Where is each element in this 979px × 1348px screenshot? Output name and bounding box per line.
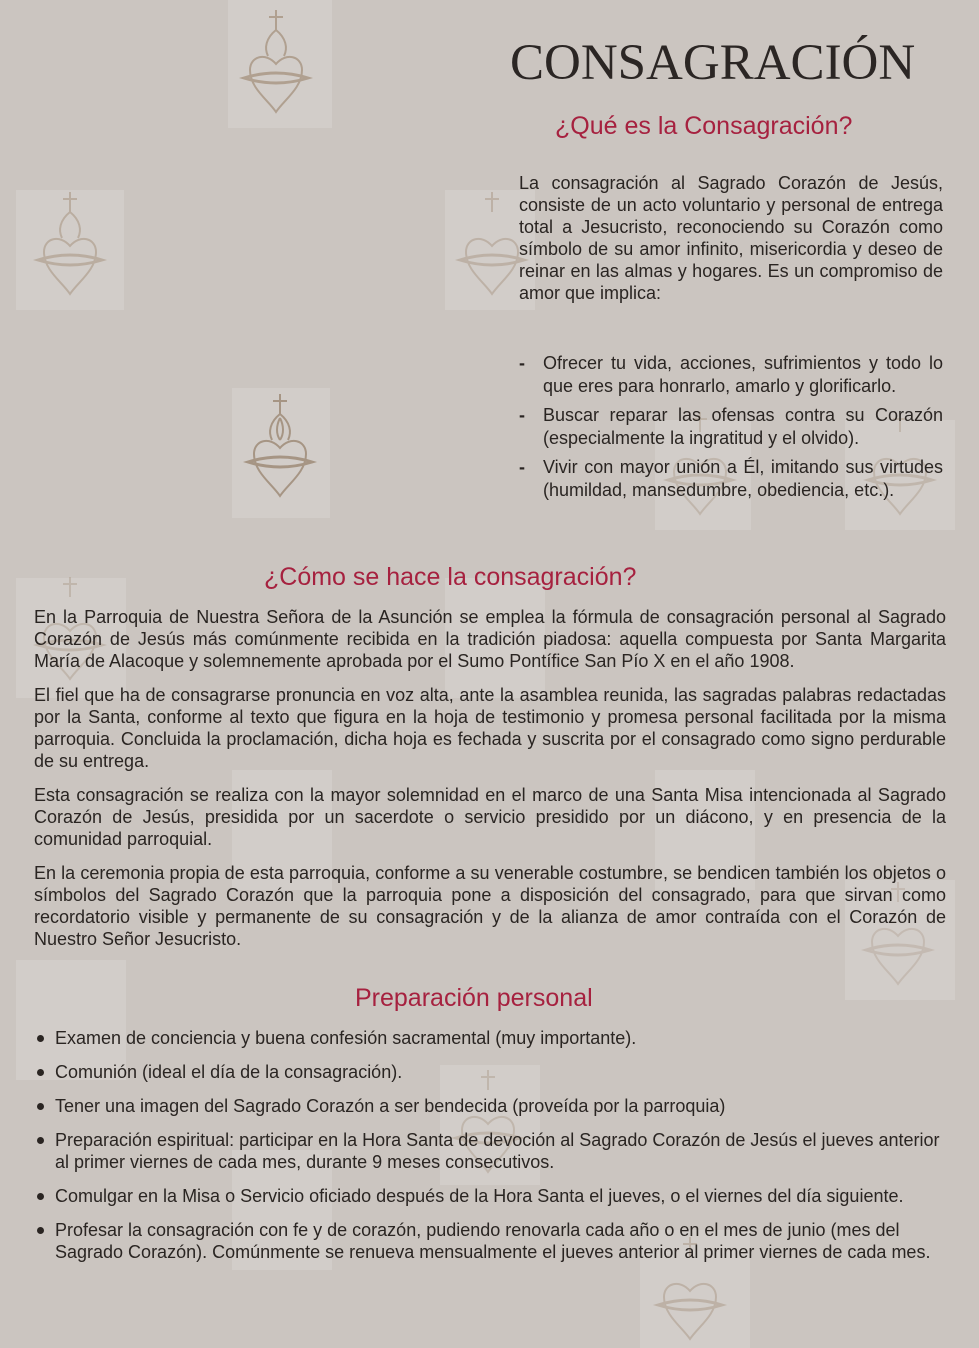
preparation-list bbox=[34, 1027, 946, 1275]
bullet-icon bbox=[37, 1069, 44, 1076]
list-item: - Vivir con mayor unión a Él, imitando sus virtudes (humildad, mansedumbre, obediencia, etc.). bbox=[519, 457, 943, 500]
list-item: - Buscar reparar las ofensas contra su Corazón (especialmente la ingratitud y el olvido). bbox=[519, 405, 943, 448]
bullet-icon bbox=[37, 1035, 44, 1042]
bullet-icon bbox=[37, 1137, 44, 1144]
paragraph: Esta consagración se realiza con la mayor solemnidad en el marco de una Santa Misa intencionada al Sagrado Corazón de Jesús, presidida por un sacerdote o servicio presidido por un diácono, y en presencia de la comunidad parroquial. bbox=[34, 785, 946, 849]
bullet-icon bbox=[37, 1193, 44, 1200]
bullet-icon bbox=[37, 1227, 44, 1234]
list-item: Comulgar en la Misa o Servicio oficiado después de la Hora Santa el jueves, o el viernes del día siguiente. bbox=[34, 1185, 946, 1207]
how-section-body bbox=[34, 606, 946, 962]
list-item: Examen de conciencia y buena confesión sacramental (muy importante). bbox=[34, 1027, 946, 1049]
list-item: Tener una imagen del Sagrado Corazón a ser bendecida (proveída por la parroquia) bbox=[34, 1095, 946, 1117]
section-heading-how: ¿Cómo se hace la consagración? bbox=[264, 563, 637, 591]
implications-list bbox=[519, 352, 943, 508]
paragraph: En la ceremonia propia de esta parroquia, conforme a su venerable costumbre, se bendicen también los objetos o símbolos del Sagrado Corazón que la parroquia pone a disposición del consagrado, para que sirvan como recordatorio visible y permanente de su consagración y de la alianza de amor contraída con el Corazón de Nuestro Señor Jesucristo. bbox=[34, 863, 946, 949]
list-item: - Ofrecer tu vida, acciones, sufrimientos y todo lo que eres para honrarlo, amarlo y glorificarlo. bbox=[519, 353, 943, 396]
intro-paragraph: La consagración al Sagrado Corazón de Jesús, consiste de un acto voluntario y personal de entrega total a Jesucristo, reconociendo su Corazón como símbolo de su amor infinito, misericordia y deseo de reinar en las almas y hogares. Es un compromiso de amor que implica: bbox=[519, 173, 943, 303]
paragraph: El fiel que ha de consagrarse pronuncia en voz alta, ante la asamblea reunida, las sagradas palabras redactadas por la Santa, conforme al texto que figura en la hoja de testimonio y promesa personal facilitada por la misma parroquia. Concluida la proclamación, dicha hoja es fechada y suscrita por el consagrado como signo perdurable de su entrega. bbox=[34, 685, 946, 771]
page-title: CONSAGRACIÓN bbox=[510, 35, 916, 91]
list-item: Comunión (ideal el día de la consagración). bbox=[34, 1061, 946, 1083]
section-heading-preparation: Preparación personal bbox=[355, 984, 593, 1012]
paragraph: En la Parroquia de Nuestra Señora de la Asunción se emplea la fórmula de consagración personal al Sagrado Corazón de Jesús más comúnmente recibida en la tradición piadosa: aquella compuesta por Santa Margarita María de Alacoque y solemnemente aprobada por el Sumo Pontífice San Pío X en el año 1908. bbox=[34, 607, 946, 671]
list-item: Preparación espiritual: participar en la Hora Santa de devoción al Sagrado Corazón de Jesús el jueves anterior al primer viernes de cada mes, durante 9 meses consecutivos. bbox=[34, 1129, 946, 1173]
list-item: Profesar la consagración con fe y de corazón, pudiendo renovarla cada año o en el mes de junio (mes del Sagrado Corazón). Comúnmente se renueva mensualmente el jueves anterior al primer viernes de cada mes. bbox=[34, 1219, 946, 1263]
section-heading-what: ¿Qué es la Consagración? bbox=[555, 112, 853, 140]
bullet-icon bbox=[37, 1103, 44, 1110]
